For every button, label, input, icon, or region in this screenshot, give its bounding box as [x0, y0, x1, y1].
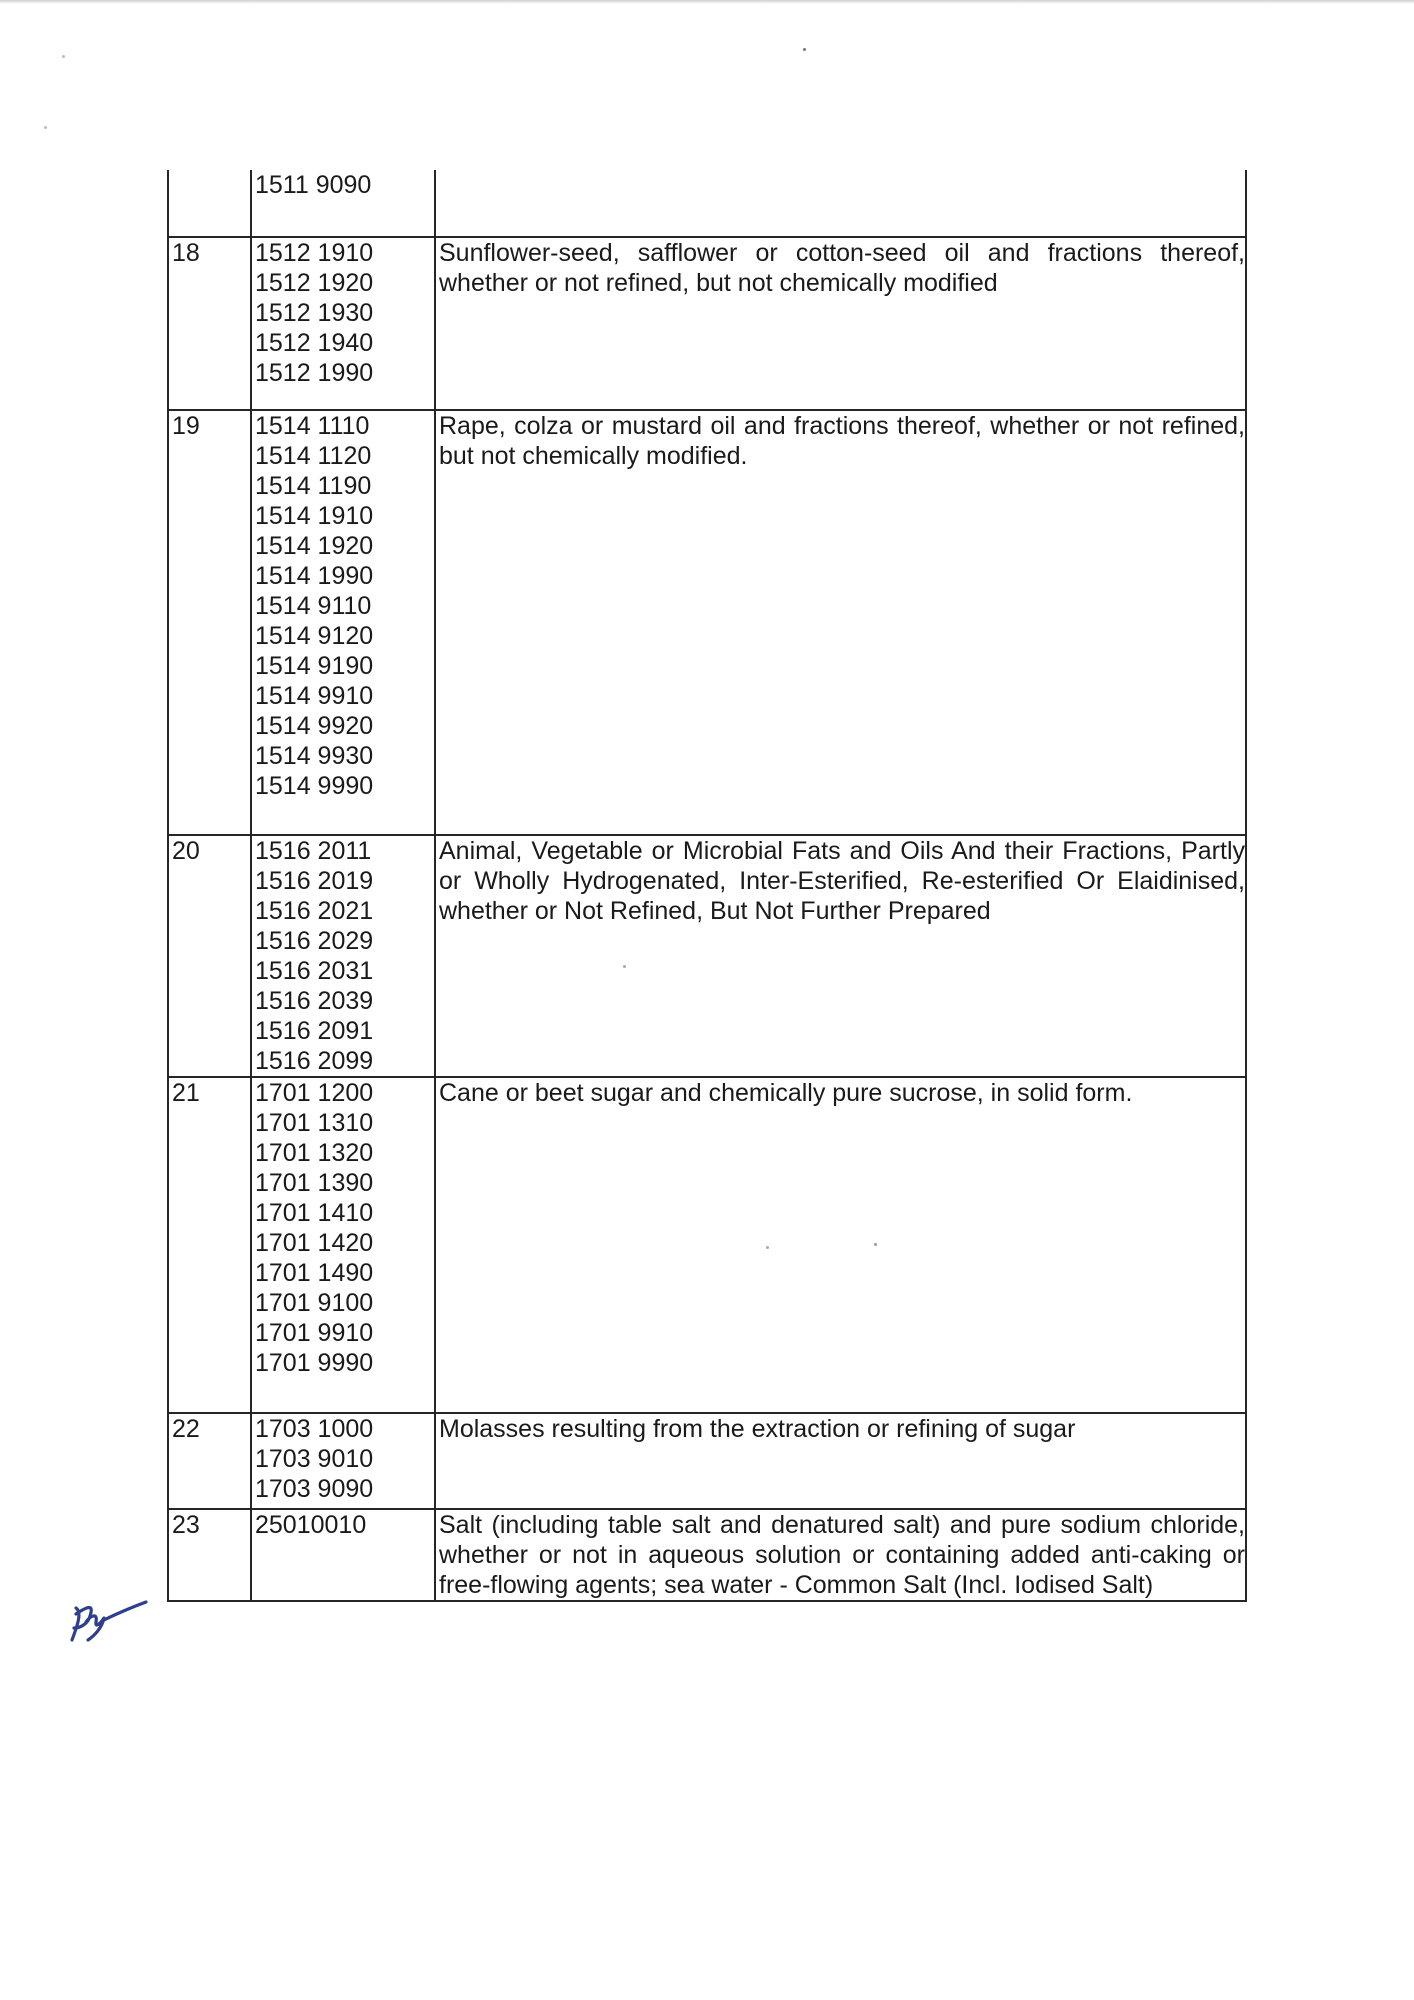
hs-code: 1516 2039 [255, 987, 374, 1015]
hs-code: 1516 2021 [255, 897, 374, 925]
scan-speck [803, 48, 806, 51]
hs-code: 1514 1110 [255, 412, 370, 440]
hs-codes-cell [251, 1509, 435, 1601]
hs-code-table [167, 170, 1247, 1602]
serial-number-cell: 23 [168, 1509, 251, 1601]
hs-code: 1514 9930 [255, 742, 374, 770]
hs-code: 1514 9910 [255, 682, 374, 710]
hs-code: 1703 9090 [255, 1475, 374, 1503]
table-row [168, 410, 1246, 835]
hs-codes-cell [251, 410, 435, 835]
serial-number-cell: 22 [168, 1413, 251, 1509]
hs-code: 1516 2029 [255, 927, 374, 955]
hs-code: 1516 2011 [255, 837, 372, 865]
hs-codes-cell [251, 1413, 435, 1509]
hs-code: 1512 1910 [255, 239, 374, 267]
serial-number-cell [168, 170, 251, 237]
hs-code: 1512 1990 [255, 359, 374, 387]
hs-codes-cell [251, 835, 435, 1077]
hs-code: 1514 1920 [255, 532, 374, 560]
serial-number-cell: 18 [168, 237, 251, 410]
hs-code: 1516 2091 [255, 1017, 374, 1045]
hs-code: 1701 1490 [255, 1259, 374, 1287]
description-cell: Animal, Vegetable or Microbial Fats and Oils And their Fractions, Partly or Wholly Hydrogenated, Inter-Esterified, Re-esterified Or Elaidinised, whether or Not Refined, But Not Further Prepared [435, 835, 1246, 1077]
hs-code: 1514 1990 [255, 562, 374, 590]
hs-codes-cell [251, 1077, 435, 1413]
table-body [168, 170, 1246, 1601]
table-row [168, 1509, 1246, 1601]
hs-code: 1701 1410 [255, 1199, 374, 1227]
serial-number-cell: 21 [168, 1077, 251, 1413]
description-cell: Salt (including table salt and denatured salt) and pure sodium chloride, whether or not in aqueous solution or containing added anti-caking or free-flowing agents; sea water - Common Salt (Incl. Iodised Salt) [435, 1509, 1246, 1601]
description-cell: Rape, colza or mustard oil and fractions thereof, whether or not refined, but not chemically modified. [435, 410, 1246, 835]
hs-code: 1514 9190 [255, 652, 374, 680]
hs-code: 1701 9990 [255, 1349, 374, 1377]
hs-code: 1514 1120 [255, 442, 372, 470]
hs-code: 1514 1910 [255, 502, 374, 530]
description-cell [435, 170, 1246, 237]
description-cell: Molasses resulting from the extraction or refining of sugar [435, 1413, 1246, 1509]
serial-number-cell: 19 [168, 410, 251, 835]
hs-code: 1701 9910 [255, 1319, 374, 1347]
hs-code: 1701 1310 [255, 1109, 374, 1137]
description-cell: Sunflower-seed, safflower or cotton-seed oil and fractions thereof, whether or not refined, but not chemically modified [435, 237, 1246, 410]
hs-code: 1512 1930 [255, 299, 374, 327]
hs-code: 1514 1190 [255, 472, 372, 500]
hs-code: 1701 1320 [255, 1139, 374, 1167]
hs-code: 1703 1000 [255, 1415, 374, 1443]
hs-code: 1512 1940 [255, 329, 374, 357]
scan-speck [62, 55, 65, 58]
hs-code: 1701 9100 [255, 1289, 374, 1317]
hs-code: 1516 2019 [255, 867, 374, 895]
hs-codes-cell [251, 170, 435, 237]
hs-code: 1701 1420 [255, 1229, 374, 1257]
page-edge [0, 0, 1414, 4]
hs-code: 25010010 [255, 1511, 367, 1539]
table-row [168, 1077, 1246, 1413]
table-row [168, 835, 1246, 1077]
hs-code: 1514 9920 [255, 712, 374, 740]
table-row [168, 170, 1246, 237]
handwritten-initials-signature [68, 1594, 148, 1654]
hs-code: 1514 9990 [255, 772, 374, 800]
hs-code: 1701 1390 [255, 1169, 374, 1197]
hs-codes-cell [251, 237, 435, 410]
hs-code: 1514 9120 [255, 622, 374, 650]
hs-code: 1701 1200 [255, 1079, 374, 1107]
hs-code: 1703 9010 [255, 1445, 374, 1473]
hs-code: 1512 1920 [255, 269, 374, 297]
hs-code: 1511 9090 [255, 171, 372, 199]
hs-code: 1516 2099 [255, 1047, 374, 1075]
serial-number-cell: 20 [168, 835, 251, 1077]
description-cell: Cane or beet sugar and chemically pure sucrose, in solid form. [435, 1077, 1246, 1413]
scan-speck [44, 126, 47, 129]
table-row [168, 237, 1246, 410]
table-row [168, 1413, 1246, 1509]
hs-code: 1514 9110 [255, 592, 372, 620]
hs-code: 1516 2031 [255, 957, 374, 985]
